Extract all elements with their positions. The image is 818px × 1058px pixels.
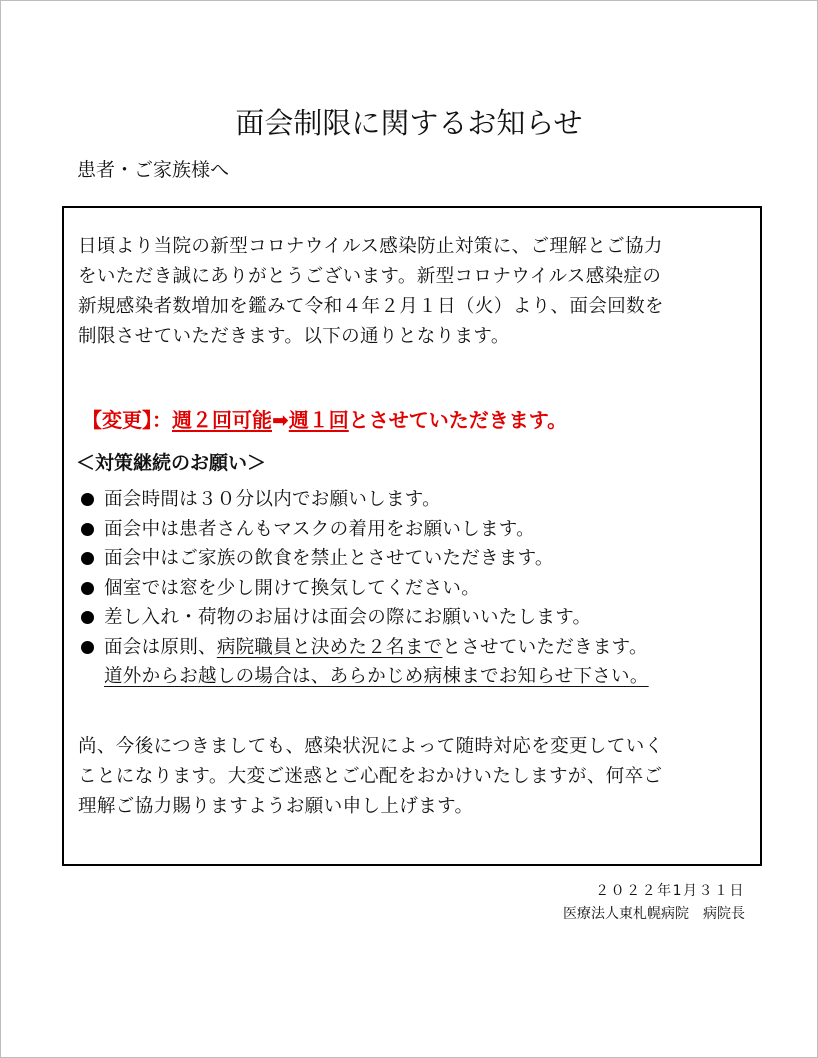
measure-text: 個室では窓を少し開けて換気してください。 (104, 577, 481, 599)
outro-line: ことになります。大変ご迷惑とご心配をおかけいたしますが、何卒ご (78, 766, 663, 787)
measure-line2: 道外からお越しの場合は、あらかじめ病棟までお知らせ下さい。 (104, 666, 649, 687)
change-suffix: とさせていただきます。 (348, 408, 568, 432)
bullet-icon (81, 523, 94, 536)
signer: 医療法人東札幌病院 病院長 (563, 906, 745, 922)
measure-prefix: 面会は原則、 (104, 636, 217, 658)
bullet-icon (81, 582, 94, 595)
change-colon: ： (152, 408, 172, 432)
change-after: 週１回 (288, 408, 349, 432)
list-item (80, 485, 649, 515)
measure-text: 差し入れ・荷物のお届けは面会の際にお願いいたします。 (104, 607, 592, 628)
page-title: 面会制限に関するお知らせ (235, 106, 583, 140)
bullet-icon (81, 641, 94, 654)
list-item (80, 603, 649, 633)
arrow-right-icon: ➡ (272, 408, 289, 432)
intro-paragraph (78, 232, 750, 352)
issue-date: ２０２２年1月３１日 (595, 883, 745, 899)
outro-line: 理解ご協力賜りますようお願い申し上げます。 (78, 796, 474, 817)
change-notice (82, 404, 567, 433)
measure-text: 面会中はご家族の飲食を禁止とさせていただきます。 (104, 548, 554, 569)
change-before: 週２回可能 (172, 408, 272, 432)
notice-box (62, 206, 762, 866)
bullet-icon (81, 493, 94, 506)
measure-text: 面会時間は３０分以内でお願いします。 (104, 489, 441, 510)
list-item (80, 574, 649, 604)
outro-paragraph (78, 732, 750, 822)
intro-line: をいただき誠にありがとうございます。新型コロナウイルス感染症の (78, 266, 662, 287)
outro-line: 尚、今後につきましても、感染状況によって随時対応を変更していく (78, 736, 664, 757)
list-item (80, 633, 649, 663)
intro-line: 新規感染者数増加を鑑みて令和４年２月１日（火）より、面会回数を (78, 296, 664, 317)
bullet-icon (81, 552, 94, 565)
addressee: 患者・ご家族様へ (77, 159, 230, 181)
intro-line: 制限させていただきます。以下の通りとなります。 (78, 326, 510, 347)
measure-suffix: とさせていただきます。 (442, 636, 648, 658)
intro-line: 日頃より当院の新型コロナウイルス感染防止対策に、ご理解とご協力 (78, 236, 663, 257)
measure-text: 面会中は患者さんもマスクの着用をお願いします。 (104, 518, 535, 540)
bullet-icon (81, 611, 94, 624)
list-item (80, 515, 649, 545)
change-label: 【変更】 (82, 408, 152, 432)
measure-underlined: 病院職員と決めた２名まで (216, 636, 443, 658)
measures-list (80, 485, 649, 692)
list-item-continuation (80, 662, 649, 692)
list-item (80, 544, 649, 574)
measures-heading: ＜対策継続のお願い＞ (76, 452, 267, 474)
